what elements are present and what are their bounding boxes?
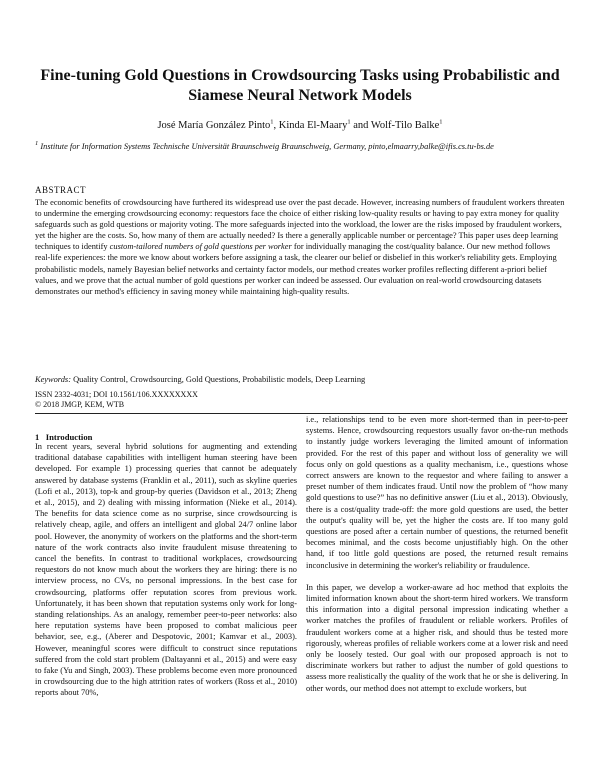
- issn-doi: ISSN 2332-4031; DOI 10.1561/106.XXXXXXXX: [35, 390, 198, 399]
- abstract-heading: ABSTRACT: [35, 185, 87, 195]
- section-title: Introduction: [45, 432, 93, 442]
- author-affiliation-mark: 1: [439, 118, 443, 126]
- abstract-text: for individually managing the cost/quality balance. Our new method follows real-life experiences: the more we know about workers before assigning a task, the clearer our belief or disbelief in this worker's reliability gets. Employing probabilistic models, namely Bayesian belief networks and certainty factor models, our method creates worker profiles reflecting different a-priori belief values, and we prove that the actual number of gold questions per worker can indeed be assessed. Our evaluation on real-world crowdsourcing datasets demonstrates our method's efficiency in saving money while maintaining high-quality results.: [35, 242, 557, 296]
- copyright: © 2018 JMGP, KEM, WTB: [35, 400, 125, 409]
- author-affiliation-mark: 1: [270, 118, 274, 126]
- paragraph-gap: [306, 571, 568, 582]
- publication-meta: [35, 390, 335, 410]
- affiliation-text: Institute for Information Systems Technische Universität Braunschweig Braunschweig, Germany,: [40, 142, 367, 151]
- body-paragraph: In this paper, we develop a worker-aware ad hoc method that exploits the limited information known about the short-term hired workers. We transform this information into a digital personal impression indicating whether a worker matches the profiles of fraudulent or reliable workers. Profiles of fraudulent workers come at a higher risk, and should thus be tested more rigorously, whereas profiles of reliable workers come at a lower risk and need only be loosely tested. Our goal with our proposed approach is not to discriminate workers but rather to adjust the number of gold questions to assess more realistically the quality of the work that he or she is delivering. In other words, our method does not attempt to exclude workers, but: [306, 582, 568, 693]
- keywords: [35, 374, 567, 385]
- abstract-emphasis: custom-tailored numbers of gold questions per worker: [109, 242, 292, 252]
- affiliation: [35, 141, 565, 152]
- abstract-text: The economic benefits of crowdsourcing have furthered its widespread use over the past decade. However, increasing numbers of fraudulent workers threaten to undermine the emerging crowdsourcing economy: requestors face the choice of either risking low-quality results or having to pay extra money for quality safeguards such as gold questions or majority voting. The more safeguards injected into the workload, the lower are the risks imposed by fraudulent workers, yet the higher are the costs. So, how many of them are actually needed? Is there a generally applicable number or percentage? This paper uses deep learning techniques to identify: [35, 198, 565, 252]
- keywords-label: Keywords:: [35, 375, 71, 384]
- abstract: [35, 197, 567, 297]
- right-column: [306, 414, 568, 694]
- author-name: Kinda El-Maary: [278, 120, 348, 131]
- left-column: [35, 441, 297, 699]
- author-name: Wolf-Tilo Balke: [370, 120, 440, 131]
- section-number: 1: [35, 432, 40, 442]
- body-paragraph: In recent years, several hybrid solutions for augmenting and extending traditional database capabilities with intelligent human steering have been developed. For example 1) processing queries that cannot be adequately answered by database systems (Franklin et al., 2011), such as skyline queries (Lofi et al., 2013), top-k and group-by queries (Davidson et al., 2013; Zheng et al., 2015), and 2) dealing with missing information (Nieke et al., 2014). The benefits for data science come as no surprise, since crowdsourcing is relatively cheap, agile, and offers an intelligent and global 24/7 online labor pool. However, the anonymity of workers on the platforms and the short-term nature of the work contracts also invite fraudulent misuse threatening to cancel the benefits. In contrast to traditional workplaces, crowdsourcing requestors do not know much about the workers they are hiring: there is no interview process, no CVs, no personal impressions. In the best case for crowdsourcing, platforms offer reputation scores from previous work. Unfortunately, it has been shown that reputation systems only work for long-standing relationships. As an analogy, remember peer-to-peer networks: also here reputation systems have been proposed to combat malicious peer behavior, see, e.g., (Aberer and Despotovic, 2001; Kamvar et al., 2003). However, meaningful scores were difficult to construct since reputations suffered from the cold start problem (Daltayanni et al., 2015) and were easy to fake (Yu and Singh, 2003). These problems become even more pronounced in crowdsourcing due to the high attrition rates of workers (Ross et al., 2010) reports about 70%,: [35, 442, 297, 698]
- author-name: José María González Pinto: [157, 120, 271, 131]
- paper-title: Fine-tuning Gold Questions in Crowdsourcing Tasks using Probabilistic and Siamese Neural Network Models: [40, 67, 560, 104]
- author-affiliation-mark: 1: [347, 118, 351, 126]
- affiliation-mark: 1: [35, 140, 39, 148]
- affiliation-emails: pinto,elmaarry,balke@ifis.cs.tu-bs.de: [368, 142, 494, 151]
- keywords-list: Quality Control, Crowdsourcing, Gold Questions, Probabilistic models, Deep Learning: [73, 375, 366, 384]
- author-list: José María González Pinto$^1$, Kinda El-Maary$^1$ and Wolf-Tilo Balke$^1$: [157, 118, 443, 131]
- body-paragraph: i.e., relationships tend to be even more short-termed than in peer-to-peer systems. Hence, crowdsourcing requestors usually favor on-the-run methods to instantly judge workers leveraging the limited amount of information provided. For the rest of this paper and without loss of generality we will focus only on gold questions as a quality mechanism, i.e., questions whose correct answers are known to the requestor and where failing to answer a preset number of them indicates fraud. Until now the problem of “how many gold questions to use?” has no definitive answer (Liu et al., 2013). Obviously, there is a cost/quality trade-off: the more gold questions are used, the better the output's quality will be, yet the higher the costs are. If too many gold questions are posed after a certain number of questions, the returned benefit becomes minimal, and the costs become unjustifiably high. On the other hand, if too little gold questions are posed, the returned result remains inconclusive in determining the worker's reliability or fraudulence.: [306, 415, 568, 570]
